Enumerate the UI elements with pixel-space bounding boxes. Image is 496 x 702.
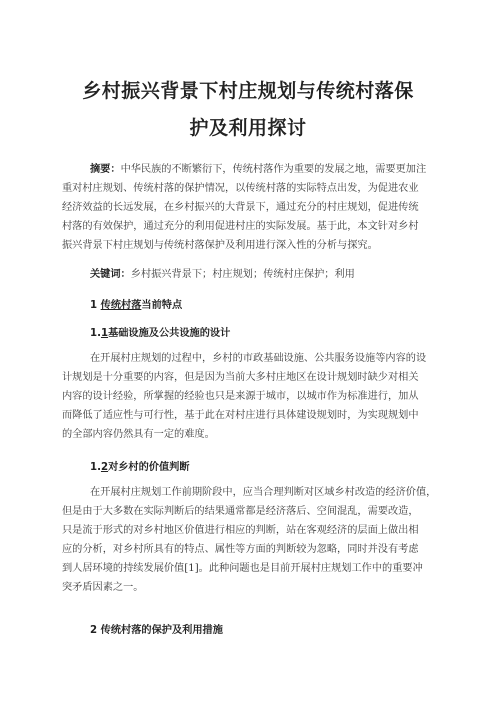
section-1-2-line-6: 突矛盾因素之一。 bbox=[62, 582, 144, 593]
section-1-title-rest: 当前特点 bbox=[141, 300, 183, 311]
section-1-2-line-5: 到人居环境的持续发展价值[1]。此种问题也是目前开展村庄规划工作中的重要冲 bbox=[62, 563, 423, 574]
abstract-line-1 bbox=[90, 163, 426, 177]
abstract-line-3: 经济效益的长远发展，在乡村振兴的大背景下，通过充分的村庄规划，促进传统 bbox=[62, 202, 419, 213]
section-1-2-line-1: 在开展村庄规划工作前期阶段中，应当合理判断对区域乡村改造的经济价值， bbox=[90, 487, 437, 498]
keywords-line bbox=[90, 268, 355, 282]
section-1-2-heading bbox=[90, 458, 190, 473]
section-1-1-line-5: 的全部内容仍然具有一定的难度。 bbox=[62, 429, 215, 440]
document-title-line-2: 护及利用探讨 bbox=[189, 117, 307, 139]
section-1-title-underlined: 传统村落 bbox=[100, 300, 142, 311]
document-title-line-1: 乡村振兴背景下村庄规划与传统村落保 bbox=[82, 80, 414, 102]
abstract-label: 摘要： bbox=[90, 164, 121, 175]
section-1-1-line-3: 内容的设计经验，所掌握的经验也只是来源于城市，以城市作为标准进行，加从 bbox=[62, 391, 419, 402]
keywords-text: 乡村振兴背景下；村庄规划；传统村庄保护；利用 bbox=[130, 269, 355, 280]
section-1-1-line-4: 而降低了适应性与可行性，基于此在对村庄进行具体建设规划时，为实现规划中 bbox=[62, 410, 419, 421]
section-1-2-title: 对乡村的价值判断 bbox=[108, 462, 190, 473]
abstract-line-2: 重对村庄规划、传统村落的保护情况，以传统村落的实际特点出发，为促进农业 bbox=[62, 183, 419, 194]
section-2-number: 2 bbox=[90, 625, 98, 636]
abstract-line-5: 振兴背景下村庄规划与传统村落保护及利用进行深入性的分析与探究。 bbox=[62, 240, 378, 251]
section-1-2-line-3: 只是流于形式的对乡村地区价值进行相应的判断，站在客观经济的层面上做出相 bbox=[62, 525, 419, 536]
section-2-heading bbox=[90, 621, 223, 636]
section-1-2-number-underlined: 2 bbox=[100, 462, 109, 473]
section-1-1-number-underlined: 1 bbox=[100, 328, 109, 339]
section-1-1-line-2: 计规划是十分重要的内容，但是因为当前大多村庄地区在设计规划时缺少对相关 bbox=[62, 372, 419, 383]
section-2-title: 传统村落的保护及利用措施 bbox=[100, 625, 223, 636]
section-1-2-line-2: 但是由于大多数在实际判断后的结果通常都是经济落后、空间混乱，需要改造， bbox=[62, 506, 419, 517]
keywords-label: 关键词： bbox=[90, 269, 131, 280]
abstract-text: 中华民族的不断繁衍下，传统村落作为重要的发展之地，需要更加注 bbox=[120, 164, 427, 175]
abstract-line-4: 村落的有效保护，通过充分的利用促进村庄的实际发展。基于此，本文针对乡村 bbox=[62, 221, 419, 232]
section-1-2-number: 1. bbox=[90, 462, 101, 473]
section-1-1-heading bbox=[90, 324, 230, 339]
section-1-1-number: 1. bbox=[90, 328, 101, 339]
section-1-1-line-1: 在开展村庄规划的过程中，乡村的市政基础设施、公共服务设施等内容的设 bbox=[90, 353, 427, 364]
section-1-heading bbox=[90, 296, 182, 311]
section-1-number: 1 bbox=[90, 300, 98, 311]
section-1-1-title: 基础设施及公共设施的设计 bbox=[108, 328, 231, 339]
section-1-2-line-4: 应的分析，对乡村所具有的特点、属性等方面的判断较为忽略，同时并没有考虑 bbox=[62, 544, 419, 555]
